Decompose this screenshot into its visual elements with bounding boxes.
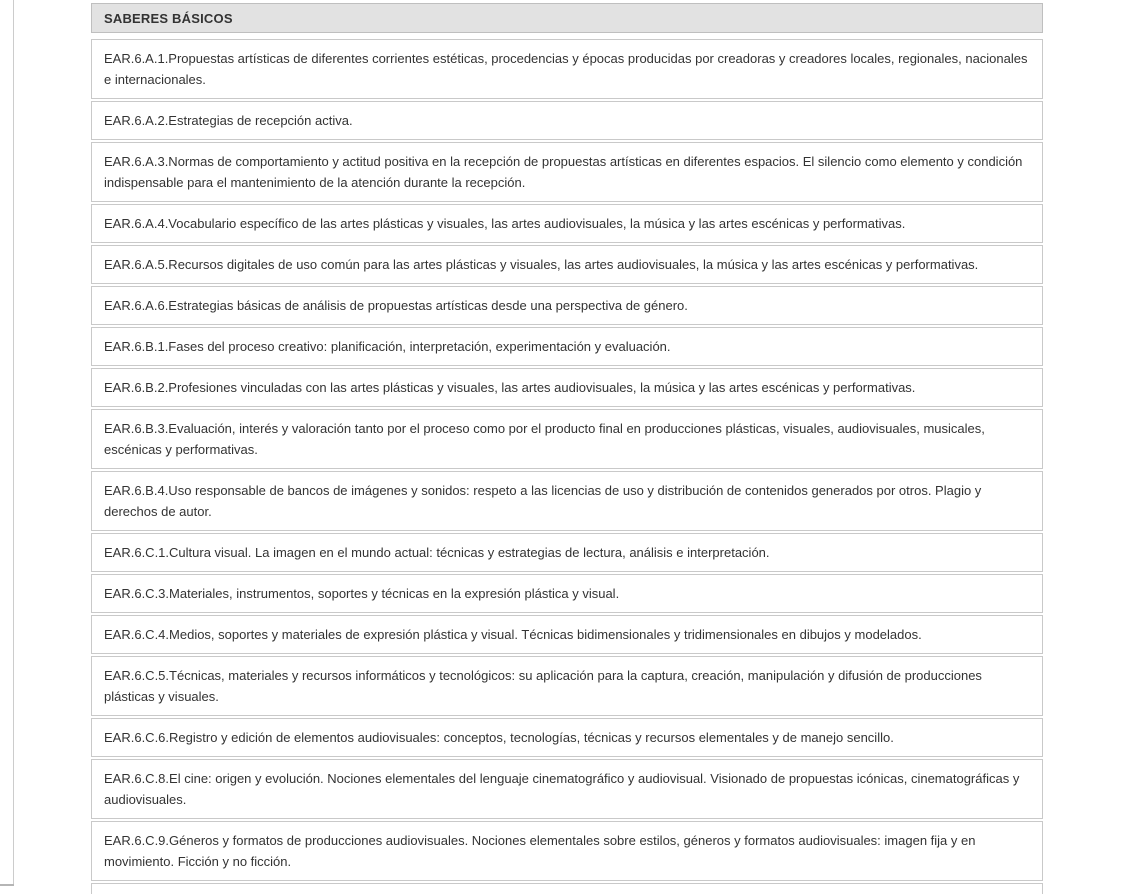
saber-basico-text: EAR.6.C.3.Materiales, instrumentos, soportes y técnicas en la expresión plástica y visual. bbox=[104, 586, 620, 601]
saber-basico-row-EAR.6.A.1 bbox=[91, 39, 1043, 99]
saber-basico-text: EAR.6.A.2.Estrategias de recepción activa. bbox=[104, 113, 353, 128]
saber-basico-text: EAR.6.C.8.El cine: origen y evolución. Nociones elementales del lenguaje cinematográfico y audiovisual. Visionado de propuestas icónicas, cinematográficas y audiovisuales. bbox=[104, 771, 1020, 807]
saber-basico-text: EAR.6.A.6.Estrategias básicas de análisis de propuestas artísticas desde una perspectiva de género. bbox=[104, 298, 688, 313]
saber-basico-text: EAR.6.B.4.Uso responsable de bancos de imágenes y sonidos: respeto a las licencias de uso y distribución de contenidos generados por otros. Plagio y derechos de autor. bbox=[104, 483, 982, 519]
saber-basico-row-EAR.6.B.1 bbox=[91, 327, 1043, 366]
saber-basico-row-EAR.6.B.2 bbox=[91, 368, 1043, 407]
saber-basico-row-EAR.6.B.3 bbox=[91, 409, 1043, 469]
panel-left-border bbox=[13, 0, 14, 885]
saber-basico-text: EAR.6.C.9.Géneros y formatos de producciones audiovisuales. Nociones elementales sobre estilos, géneros y formatos audiovisuales: imagen fija y en movimiento. Ficción y no ficción. bbox=[104, 833, 976, 869]
saber-basico-row-EAR.6.A.3 bbox=[91, 142, 1043, 202]
saber-basico-text: EAR.6.C.6.Registro y edición de elementos audiovisuales: conceptos, tecnologías, técnicas y recursos elementales y de manejo sencillo. bbox=[104, 730, 894, 745]
saber-basico-row-EAR.6.C.1 bbox=[91, 533, 1043, 572]
saber-basico-row-EAR.6.B.4 bbox=[91, 471, 1043, 531]
panel-bottom-border bbox=[0, 884, 14, 886]
saberes-basicos-row-list bbox=[91, 39, 1043, 881]
saber-basico-text: EAR.6.B.3.Evaluación, interés y valoración tanto por el proceso como por el producto final en producciones plásticas, visuales, audiovisuales, musicales, escénicas y performativas. bbox=[104, 421, 985, 457]
saber-basico-text: EAR.6.B.2.Profesiones vinculadas con las artes plásticas y visuales, las artes audiovisuales, la música y las artes escénicas y performativas. bbox=[104, 380, 916, 395]
saber-basico-text: EAR.6.A.5.Recursos digitales de uso común para las artes plásticas y visuales, las artes audiovisuales, la música y las artes escénicas y performativas. bbox=[104, 257, 979, 272]
saber-basico-text: EAR.6.A.4.Vocabulario específico de las artes plásticas y visuales, las artes audiovisuales, la música y las artes escénicas y performativas. bbox=[104, 216, 906, 231]
saber-basico-row-EAR.6.C.9 bbox=[91, 821, 1043, 881]
saber-basico-text: EAR.6.A.1.Propuestas artísticas de diferentes corrientes estéticas, procedencias y épocas producidas por creadoras y creadores locales, regionales, nacionales e internacionales. bbox=[104, 51, 1028, 87]
saber-basico-row-EAR.6.A.2 bbox=[91, 101, 1043, 140]
saber-basico-row-EAR.6.C.6 bbox=[91, 718, 1043, 757]
partial-next-row bbox=[91, 883, 1043, 894]
saber-basico-row-EAR.6.A.6 bbox=[91, 286, 1043, 325]
saber-basico-text: EAR.6.C.1.Cultura visual. La imagen en el mundo actual: técnicas y estrategias de lectura, análisis e interpretación. bbox=[104, 545, 770, 560]
saber-basico-text: EAR.6.C.4.Medios, soportes y materiales de expresión plástica y visual. Técnicas bidimensionales y tridimensionales en dibujos y modelados. bbox=[104, 627, 922, 642]
saberes-basicos-table bbox=[91, 3, 1043, 894]
saber-basico-row-EAR.6.A.4 bbox=[91, 204, 1043, 243]
saberes-basicos-header-label: SABERES BÁSICOS bbox=[104, 10, 233, 26]
saber-basico-text: EAR.6.B.1.Fases del proceso creativo: planificación, interpretación, experimentación y evaluación. bbox=[104, 339, 671, 354]
saber-basico-row-EAR.6.A.5 bbox=[91, 245, 1043, 284]
saber-basico-row-EAR.6.C.3 bbox=[91, 574, 1043, 613]
saber-basico-text: EAR.6.C.5.Técnicas, materiales y recursos informáticos y tecnológicos: su aplicación para la captura, creación, manipulación y difusión de producciones plásticas y visuales. bbox=[104, 668, 982, 704]
saber-basico-row-EAR.6.C.4 bbox=[91, 615, 1043, 654]
saber-basico-row-EAR.6.C.5 bbox=[91, 656, 1043, 716]
saberes-basicos-header bbox=[91, 3, 1043, 33]
saber-basico-row-EAR.6.C.8 bbox=[91, 759, 1043, 819]
saber-basico-text: EAR.6.A.3.Normas de comportamiento y actitud positiva en la recepción de propuestas artísticas en diferentes espacios. El silencio como elemento y condición indispensable para el mantenimiento de la atención durante la recepción. bbox=[104, 154, 1023, 190]
